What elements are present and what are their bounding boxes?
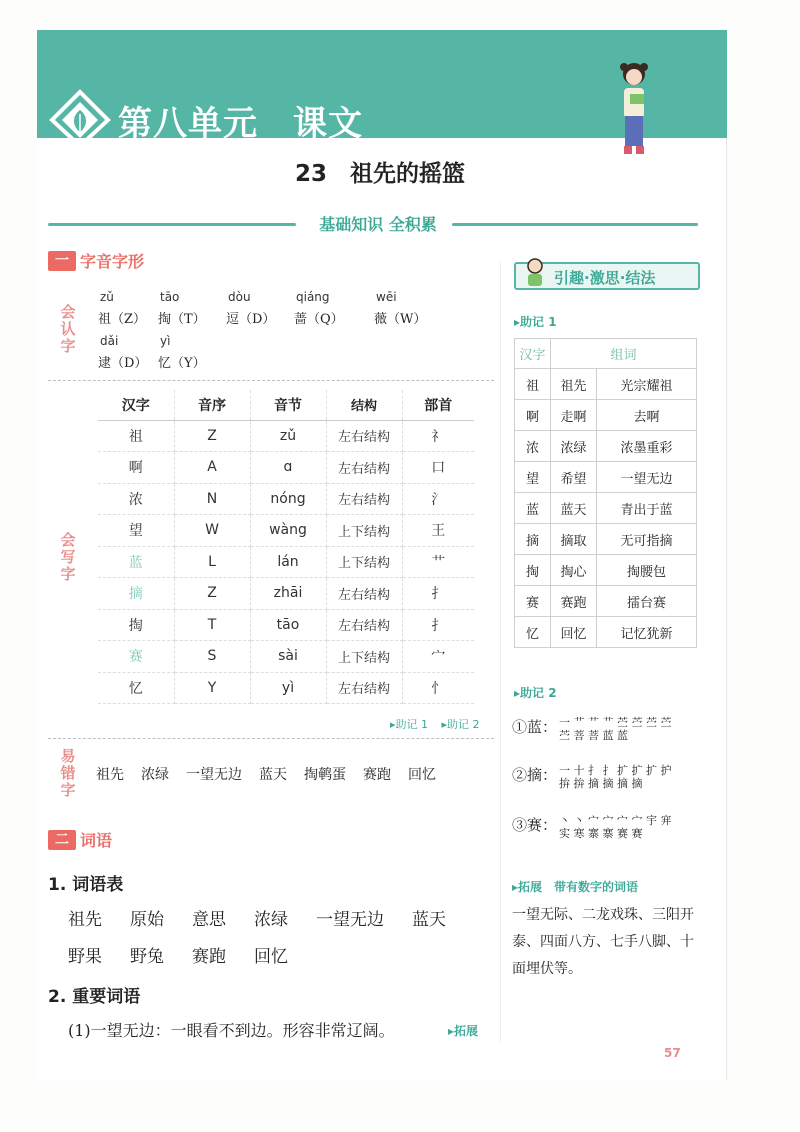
pinyin: qiáng: [296, 290, 330, 304]
extension-link[interactable]: ▸拓展: [448, 1024, 479, 1038]
recognize-label: [58, 304, 78, 355]
cell-word: 走啊: [551, 400, 597, 431]
cell-word: 回忆: [551, 617, 597, 648]
table-row: [515, 431, 697, 462]
cell-char: 蓝: [98, 546, 174, 578]
leaf-logo-icon: [48, 88, 112, 148]
stroke-steps: 丶 丶 宀 宀 宀 宀 宇 宑 实 寒 寨 寨 赛 赛: [559, 814, 672, 840]
cell-syllable: yì: [250, 672, 326, 704]
helper-link-1[interactable]: ▸助记 1: [390, 718, 429, 731]
table-row: [515, 555, 697, 586]
table-header-row: [98, 390, 474, 420]
student-icon: [520, 256, 550, 288]
cell-structure: 左右结构: [326, 452, 402, 484]
table-row: [515, 493, 697, 524]
cell-structure: 左右结构: [326, 483, 402, 515]
part-number: 二: [48, 830, 76, 850]
helper-link-2[interactable]: ▸助记 2: [441, 718, 480, 731]
word: 蓝天: [259, 767, 287, 783]
cell-syllable: sài: [250, 641, 326, 673]
cell-char: 忆: [98, 672, 174, 704]
cell-radical: 扌: [402, 609, 474, 641]
write-label: [58, 532, 78, 583]
stroke-order-item: [512, 764, 679, 790]
pinyin: dòu: [228, 290, 251, 304]
vocab-heading: 1. 词语表: [48, 875, 124, 895]
table-row: [98, 672, 474, 704]
cell-structure: 左右结构: [326, 609, 402, 641]
table-row: [515, 462, 697, 493]
recognize-item: [158, 334, 226, 378]
recognize-chars: [98, 290, 444, 378]
column-separator: [500, 262, 501, 1042]
cell-phrase: 一望无边: [597, 462, 697, 493]
character: 蔷（Q）: [294, 312, 344, 327]
cell-order: L: [174, 546, 250, 578]
character: 逮（D）: [98, 356, 148, 371]
cell-char: 掏: [98, 609, 174, 641]
cell-radical: 王: [402, 515, 474, 547]
extension-heading: ▸拓展 带有数字的词语: [512, 880, 639, 894]
cell-char: 望: [98, 515, 174, 547]
cell-order: T: [174, 609, 250, 641]
cell-char: 蓝: [515, 493, 551, 524]
cell-syllable: zhāi: [250, 578, 326, 610]
cell-word: 摘取: [551, 524, 597, 555]
page-number: 57: [664, 1046, 681, 1060]
memory-tag-1: ▸助记 1: [514, 315, 557, 329]
label-char: 字: [60, 337, 76, 355]
important-note: (1)一望无边：一眼看不到边。形容非常辽阔。: [68, 1021, 395, 1040]
vocab-word: 蓝天: [412, 910, 446, 930]
cell-phrase: 浓墨重彩: [597, 431, 697, 462]
pinyin: wēi: [376, 290, 397, 304]
cell-order: Z: [174, 578, 250, 610]
stroke-label: ②摘：: [512, 766, 558, 784]
table-row: [98, 452, 474, 484]
vocab-word: 野果: [68, 947, 102, 967]
cell-radical: 氵: [402, 483, 474, 515]
cell-char: 赛: [515, 586, 551, 617]
vocab-line-1: [68, 905, 474, 930]
recognize-item: [294, 290, 374, 334]
label-char: 易: [60, 747, 76, 765]
vocab-word: 意思: [192, 910, 226, 930]
write-chars-table: [98, 390, 474, 704]
cell-syllable: nóng: [250, 483, 326, 515]
cell-phrase: 光宗耀祖: [597, 369, 697, 400]
stroke-order-item: [512, 814, 679, 840]
recognize-item: [158, 290, 226, 334]
recognize-item: [374, 290, 444, 334]
cell-phrase: 无可指摘: [597, 524, 697, 555]
section-title: 基础知识 全积累: [319, 215, 437, 234]
cell-phrase: 青出于蓝: [597, 493, 697, 524]
table-row: [515, 617, 697, 648]
cell-order: Y: [174, 672, 250, 704]
stroke-label: ③赛：: [512, 816, 558, 834]
cell-syllable: zǔ: [250, 420, 326, 452]
vocab-word: 浓绿: [254, 910, 288, 930]
vocab-word: 野兔: [130, 947, 164, 967]
word: 回忆: [408, 767, 436, 783]
cell-word: 掏心: [551, 555, 597, 586]
stroke-label: ①蓝：: [512, 718, 558, 736]
part-number: 一: [48, 251, 76, 271]
table-row: [98, 578, 474, 610]
recognize-row: [98, 290, 444, 334]
label-char: 字: [60, 781, 76, 799]
word: 掏鹌蛋: [304, 767, 346, 783]
vocab-line-2: [68, 942, 316, 967]
cell-radical: 口: [402, 452, 474, 484]
cell-word: 蓝天: [551, 493, 597, 524]
divider: [48, 223, 296, 226]
stroke-steps: 一 艹 艹 艹 苎 苎 苎 苎 苎 菩 菩 蓝 蓝: [559, 716, 672, 742]
sidebar-title: 引趣·激思·结法: [554, 269, 656, 287]
stroke-steps: 一 十 扌 扌 扩 扩 扩 护 拚 拚 摘 摘 摘 摘: [559, 764, 672, 790]
word-building-table: [514, 338, 697, 648]
cell-order: W: [174, 515, 250, 547]
word: 浓绿: [141, 767, 169, 783]
cell-word: 浓绿: [551, 431, 597, 462]
cell-structure: 上下结构: [326, 546, 402, 578]
cell-word: 祖先: [551, 369, 597, 400]
cell-order: S: [174, 641, 250, 673]
part-heading-2: [48, 828, 112, 851]
easy-wrong-label: [58, 748, 78, 799]
cell-structure: 左右结构: [326, 420, 402, 452]
label-char: 错: [60, 764, 76, 782]
cell-syllable: ɑ: [250, 452, 326, 484]
cell-word: 希望: [551, 462, 597, 493]
cell-structure: 上下结构: [326, 515, 402, 547]
vocab-word: 原始: [130, 910, 164, 930]
recognize-row: [98, 334, 444, 378]
part-label: 词语: [80, 831, 113, 850]
cell-phrase: 擂台赛: [597, 586, 697, 617]
cell-structure: 上下结构: [326, 641, 402, 673]
cell-radical: 扌: [402, 578, 474, 610]
cell-char: 祖: [515, 369, 551, 400]
cell-char: 忆: [515, 617, 551, 648]
label-char: 认: [60, 320, 76, 338]
table-row: [98, 546, 474, 578]
girl-reading-illustration: [610, 58, 658, 162]
lesson-title: 23 祖先的摇篮: [294, 161, 465, 187]
column-header: 汉字: [515, 339, 551, 369]
cell-word: 赛跑: [551, 586, 597, 617]
cell-char: 掏: [515, 555, 551, 586]
character: 掏（T）: [158, 312, 206, 327]
label-char: 会: [60, 531, 76, 549]
column-header: 音序: [174, 390, 250, 420]
cell-syllable: wàng: [250, 515, 326, 547]
cell-phrase: 掏腰包: [597, 555, 697, 586]
column-header: 部首: [402, 390, 474, 420]
table-row: [98, 609, 474, 641]
part-heading-1: [48, 249, 144, 272]
section-bar: [48, 212, 698, 236]
divider: [48, 738, 494, 739]
cell-char: 祖: [98, 420, 174, 452]
character: 薇（W）: [374, 312, 427, 327]
table-row: [98, 515, 474, 547]
cell-order: Z: [174, 420, 250, 452]
word: 赛跑: [363, 767, 391, 783]
cell-order: A: [174, 452, 250, 484]
stroke-order-item: [512, 716, 679, 742]
table-row: [98, 641, 474, 673]
recognize-item: [98, 334, 158, 378]
cell-radical: 忄: [402, 672, 474, 704]
cell-phrase: 去啊: [597, 400, 697, 431]
important-heading: 2. 重要词语: [48, 987, 141, 1007]
cell-structure: 左右结构: [326, 672, 402, 704]
character: 忆（Y）: [158, 356, 206, 371]
table-row: [515, 586, 697, 617]
column-header: 组词: [551, 339, 697, 369]
column-header: 汉字: [98, 390, 174, 420]
vocab-word: 一望无边: [316, 910, 384, 930]
cell-order: N: [174, 483, 250, 515]
cell-char: 望: [515, 462, 551, 493]
easy-wrong-words: [96, 764, 453, 784]
character: 逗（D）: [226, 312, 276, 327]
divider: [452, 223, 698, 226]
cell-syllable: tāo: [250, 609, 326, 641]
divider: [48, 380, 494, 381]
table-row: [515, 524, 697, 555]
label-char: 会: [60, 303, 76, 321]
word: 祖先: [96, 767, 124, 783]
label-char: 写: [60, 548, 76, 566]
cell-phrase: 记忆犹新: [597, 617, 697, 648]
extension-body: 一望无际、二龙戏珠、三阳开泰、四面八方、七手八脚、十面埋伏等。: [512, 907, 694, 977]
word: 一望无边: [186, 767, 242, 783]
table-row: [98, 483, 474, 515]
vocab-word: 赛跑: [192, 947, 226, 967]
vocab-word: 回忆: [254, 947, 288, 967]
cell-char: 浓: [515, 431, 551, 462]
column-header: 音节: [250, 390, 326, 420]
column-header: 结构: [326, 390, 402, 420]
unit-title: 第八单元 课文: [118, 104, 363, 144]
table-row: [98, 420, 474, 452]
cell-char: 啊: [515, 400, 551, 431]
label-char: 字: [60, 565, 76, 583]
cell-syllable: lán: [250, 546, 326, 578]
helper-links: [390, 716, 490, 732]
sidebar-header: [514, 262, 700, 290]
pinyin: tāo: [160, 290, 180, 304]
table-header-row: [515, 339, 697, 369]
cell-char: 摘: [515, 524, 551, 555]
pinyin: zǔ: [100, 290, 114, 304]
cell-radical: 宀: [402, 641, 474, 673]
part-label: 字音字形: [80, 252, 145, 271]
cell-char: 浓: [98, 483, 174, 515]
memory-tag-2: ▸助记 2: [514, 686, 557, 700]
recognize-item: [226, 290, 294, 334]
vocab-word: 祖先: [68, 910, 102, 930]
recognize-item: [98, 290, 158, 334]
table-row: [515, 400, 697, 431]
pinyin: dǎi: [100, 334, 119, 348]
character: 祖（Z）: [98, 312, 147, 327]
pinyin: yì: [160, 334, 171, 348]
cell-radical: 礻: [402, 420, 474, 452]
cell-structure: 左右结构: [326, 578, 402, 610]
cell-char: 摘: [98, 578, 174, 610]
cell-char: 啊: [98, 452, 174, 484]
cell-char: 赛: [98, 641, 174, 673]
cell-radical: 艹: [402, 546, 474, 578]
table-row: [515, 369, 697, 400]
